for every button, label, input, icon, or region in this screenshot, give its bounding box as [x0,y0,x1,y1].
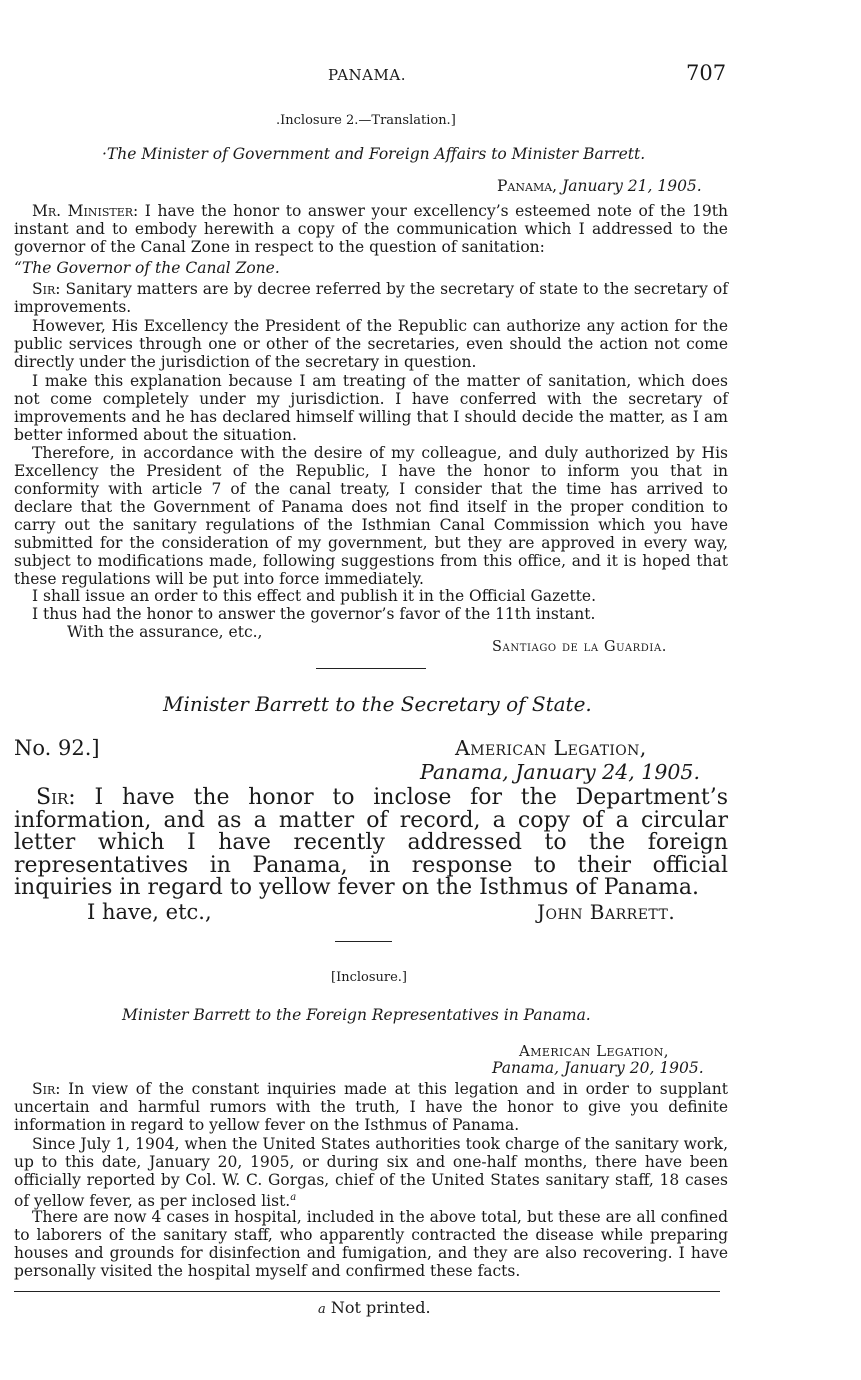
dateline-date: Panama, January 24, 1905. [420,760,700,784]
dateline-date: Panama, January 20, 1905. [492,1059,704,1077]
paragraph: Mr. Minister: I have the honor to answer your excellency’s esteemed note of the 19th instant and to embody herewith a copy of the communication which I addressed to the governor of the Canal Zone in respect to the question of sanitation: [14,202,728,256]
running-title: PANAMA. [328,66,406,84]
salutation: Sir: [36,785,76,810]
footnote-ref[interactable]: a [290,1192,297,1203]
paragraph: Sir: Sanitary matters are by decree referred by the secretary of state to the secretary of improvements. [14,280,728,316]
closing: With the assurance, etc., [67,623,263,641]
footnote-mark: a [318,1302,326,1317]
footnote-divider [14,1291,720,1292]
inclosure-label: [Inclosure.] [331,970,408,985]
letter-heading: Minister Barrett to the Foreign Representatives in Panama. [122,1006,591,1024]
paragraph: However, His Excellency the President of the Republic can authorize any action for the public services through one or other of the secretaries, even should the action not come directly under the jurisdiction of the secretary in question. [14,317,728,371]
paragraph: I thus had the honor to answer the governor’s favor of the 11th instant. [32,605,596,623]
dispatch-number: No. 92.] [14,736,100,760]
dateline [497,177,702,195]
page-number: 707 [686,61,727,85]
salutation: Mr. Minister: [32,202,139,220]
paragraph: There are now 4 cases in hospital, included in the above total, but these are all confined to laborers of the sanitary staff, who apparently contracted the disease while preparing houses and grounds for disinfection and fumigation, and they are also recovering. I have personally visited the hospital myself and confirmed these facts. [14,1208,728,1280]
letter-heading: ·The Minister of Government and Foreign Affairs to Minister Barrett. [102,145,646,163]
dateline-place: American Legation, [455,736,647,760]
paragraph: I make this explanation because I am treating of the matter of sanitation, which does not come completely under my jurisdiction. I have conferred with the secretary of improvements and he has declared himself willing that I should decide the matter, as I am better informed about the situation. [14,372,728,444]
paragraph: Sir: In view of the constant inquiries made at this legation and in order to supplant uncertain and harmful rumors with the truth, I have the honor to give you definite information in regard to yellow fever on the Isthmus of Panama. [14,1080,728,1134]
addressee: “The Governor of the Canal Zone. [14,259,280,277]
paragraph: Therefore, in accordance with the desire of my colleague, and duly authorized by His Excellency the President of the Republic, I have the honor to inform you that in conformity with article 7 of the canal treaty, I consider that the time has arrived to declare that the Government of Panama does not find itself in the proper condition to carry out the sanitary regulations of the Isthmian Canal Commission which you have submitted for the consideration of my government, but they are approved in every way, subject to modifications made, following suggestions from this office, and it is hoped that these regulations will be put into force immediately. [14,444,728,588]
salutation: Sir: [32,1080,61,1098]
footnote [318,1298,431,1317]
dispatch-heading: Minister Barrett to the Secretary of State. [163,692,592,716]
signature: Santiago de la Guardia. [492,639,667,655]
salutation: Sir: [32,280,61,298]
paragraph: I shall issue an order to this effect and publish it in the Official Gazette. [32,587,597,605]
paragraph: Sir: I have the honor to inclose for the Department’s information, and as a matter of record, a copy of a circular letter which I have recently addressed to the foreign representatives in Panama, in response to their official inquiries in regard to yellow fever on the Isthmus of Panama. [14,785,728,900]
dateline-date: January 21, 1905. [562,177,702,195]
dateline-place: Panama, [497,177,558,195]
inclosure-label: .Inclosure 2.—Translation.] [276,113,456,128]
closing: I have, etc., [87,900,212,924]
divider [335,941,392,942]
footnote-text: Not printed. [330,1298,431,1317]
dateline-place: American Legation, [519,1042,669,1060]
signature: John Barrett. [537,900,676,924]
divider [316,668,426,669]
paragraph: Since July 1, 1904, when the United States authorities took charge of the sanitary work, up to this date, January 20, 1905, or during six and one-half months, there have been officially reported by Col. W. C. Gorgas, chief of the United States sanitary staff, 18 cases of yellow fever, as per inclosed list.$^a$ [14,1135,728,1211]
